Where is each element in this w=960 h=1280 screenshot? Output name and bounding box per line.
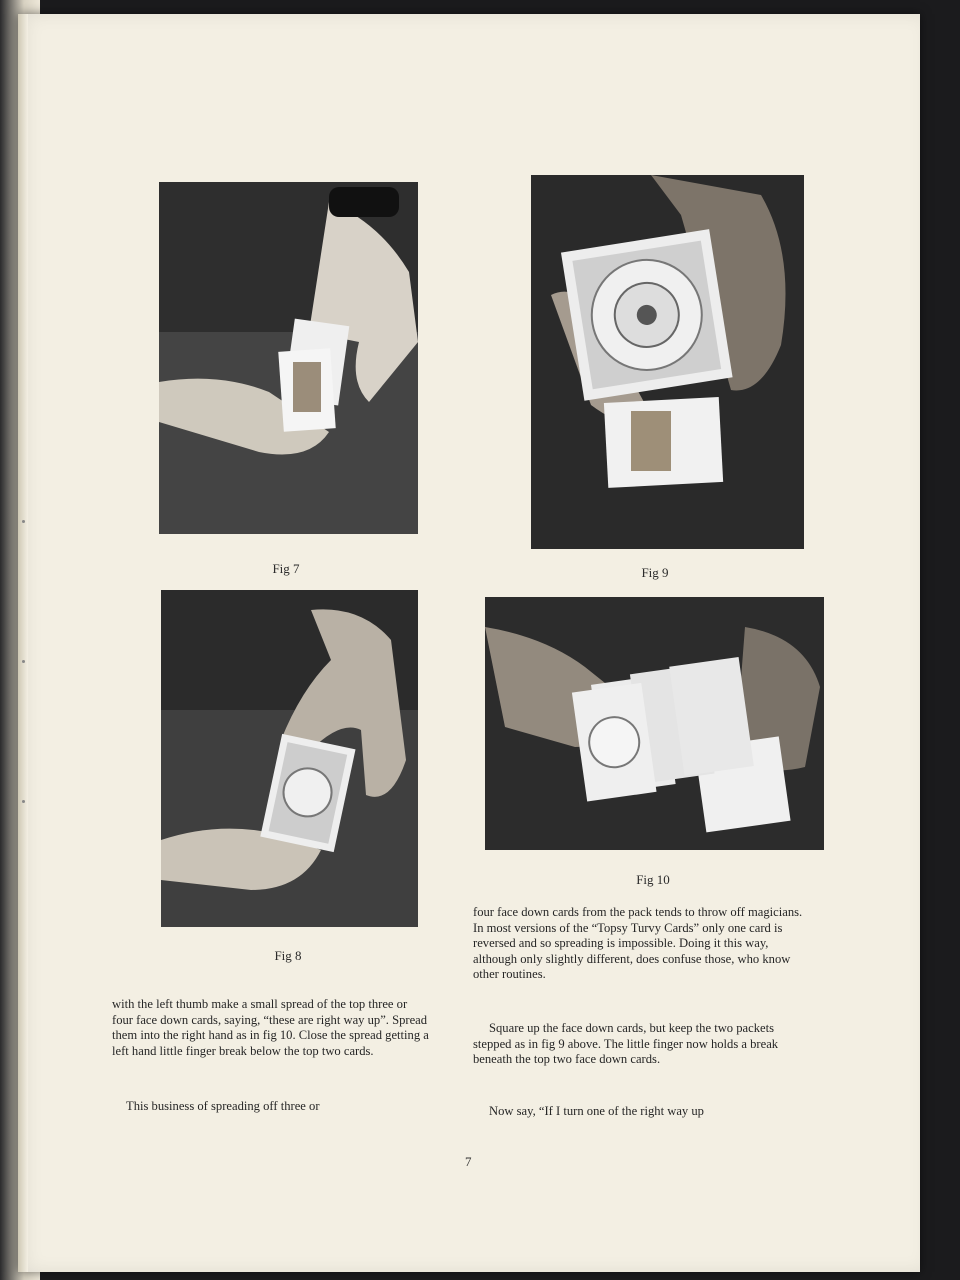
body-paragraph: four face down cards from the pack tends to throw off magicians. In most versions of the “Topsy Turvy Cards” only one card is reversed and so spreading is impossible. Doing it this way, although only slightly different, does confuse those, who know other routines. bbox=[473, 905, 803, 982]
binding-stitch bbox=[22, 660, 25, 663]
photo-fig9 bbox=[531, 175, 804, 549]
caption-fig8: Fig 8 bbox=[274, 948, 302, 963]
photo-fig10 bbox=[485, 597, 824, 850]
photo-fig8 bbox=[161, 590, 418, 927]
page-number: 7 bbox=[465, 1154, 472, 1169]
body-paragraph: Square up the face down cards, but keep the two packets stepped as in fig 9 above. The little finger now holds a break beneath the top two face down cards. bbox=[473, 1021, 779, 1067]
caption-fig7: Fig 7 bbox=[272, 561, 300, 576]
page-spine bbox=[18, 14, 28, 1272]
binding-stitch bbox=[22, 520, 25, 523]
body-paragraph: This business of spreading off three or bbox=[126, 1099, 320, 1113]
body-paragraph: Now say, “If I turn one of the right way up bbox=[489, 1104, 704, 1118]
photo-fig7 bbox=[159, 182, 418, 534]
caption-fig10: Fig 10 bbox=[636, 872, 670, 887]
caption-fig9: Fig 9 bbox=[641, 565, 669, 580]
binding-stitch bbox=[22, 800, 25, 803]
body-paragraph: with the left thumb make a small spread of the top three or four face down cards, saying, “these are right way up”. Spread them into the right hand as in fig 10. Close the spread getting a left hand little finger break below the top two cards. bbox=[112, 997, 429, 1058]
